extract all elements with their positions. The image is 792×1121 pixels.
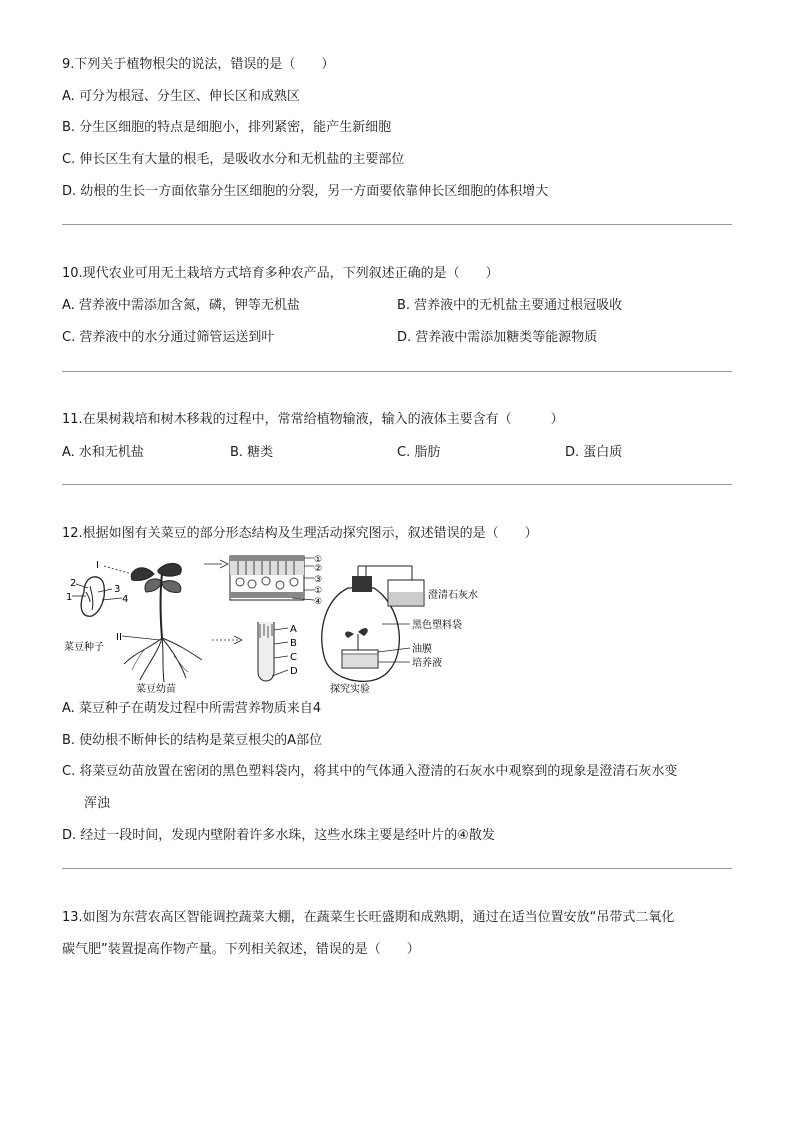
experiment-label: 培养液	[412, 658, 442, 669]
q13-stem-continued: 碳气肥”装置提高作物产量。下列相关叙述，错误的是（ ）	[62, 942, 420, 957]
divider	[62, 371, 732, 372]
q9-option-b: B. 分生区细胞的特点是细胞小，排列紧密，能产生新细胞	[62, 120, 392, 135]
divider	[62, 484, 732, 485]
seed-number: 2	[70, 578, 77, 589]
root-zone-label: D	[290, 666, 298, 677]
q11-stem: 11.在果树栽培和树木移栽的过程中，常常给植物输液，输入的液体主要含有（ ）	[62, 412, 564, 427]
q10-stem: 10.现代农业可用无土栽培方式培育多种农产品，下列叙述正确的是（ ）	[62, 266, 499, 281]
seed-number: 3	[114, 584, 121, 595]
q10-option-c: C. 营养液中的水分通过筛管运送到叶	[62, 330, 275, 345]
seed-number: 1	[66, 592, 73, 603]
experiment-label: 油膜	[412, 644, 432, 655]
seedling-mark: II	[116, 632, 122, 643]
q13-stem: 13.如图为东营农高区智能调控蔬菜大棚，在蔬菜生长旺盛期和成熟期，通过在适当位置安放“吊带式二氧化	[62, 910, 675, 925]
leaf-layer-number: ①	[314, 555, 323, 565]
divider	[62, 224, 732, 225]
q12-option-d: D. 经过一段时间，发现内壁附着许多水珠，这些水珠主要是经叶片的④散发	[62, 828, 495, 843]
q11-option-a: A. 水和无机盐	[62, 445, 144, 460]
experiment-caption: 探究实验	[330, 684, 370, 695]
root-zone-label: B	[290, 638, 297, 649]
root-tip-diagram	[212, 622, 298, 681]
q9-option-a: A. 可分为根冠、分生区、伸长区和成熟区	[62, 89, 300, 104]
seed-label: 菜豆种子	[64, 642, 104, 653]
q9-stem: 9.下列关于植物根尖的说法，错误的是（ ）	[62, 57, 335, 72]
q12-option-c-continued: 浑浊	[84, 796, 111, 811]
bean-seedling-diagram	[96, 560, 202, 695]
q12-figure	[62, 552, 478, 695]
leaf-layer-number: ④	[314, 597, 323, 607]
q10-option-a: A. 营养液中需添加含氮，磷，钾等无机盐	[62, 298, 300, 313]
leaf-layer-number: ③	[314, 575, 323, 585]
leaf-layer-number: ②	[314, 564, 323, 574]
divider	[62, 868, 732, 869]
q9-option-d: D. 幼根的生长一方面依靠分生区细胞的分裂，另一方面要依靠伸长区细胞的体积增大	[62, 184, 549, 199]
experiment-label: 澄清石灰水	[428, 590, 478, 601]
q12-option-c: C. 将菜豆幼苗放置在密闭的黑色塑料袋内，将其中的气体通入澄清的石灰水中观察到的现象是澄清石灰水变	[62, 764, 678, 779]
seed-number: 4	[122, 594, 129, 605]
q11-option-d: D. 蛋白质	[565, 445, 623, 460]
seedling-label: 菜豆幼苗	[136, 684, 176, 695]
experiment-diagram	[322, 566, 478, 695]
q12-stem: 12.根据如图有关菜豆的部分形态结构及生理活动探究图示，叙述错误的是（ ）	[62, 526, 538, 541]
q11-option-c: C. 脂肪	[397, 445, 441, 460]
root-zone-label: A	[290, 624, 297, 635]
q9-option-c: C. 伸长区生有大量的根毛，是吸收水分和无机盐的主要部位	[62, 152, 405, 167]
leaf-cross-section	[204, 555, 322, 607]
leaf-layer-number: ①	[314, 586, 323, 596]
experiment-label: 黑色塑料袋	[412, 620, 462, 631]
q11-option-b: B. 糖类	[230, 445, 274, 460]
seedling-mark: I	[96, 560, 99, 571]
root-zone-label: C	[290, 652, 297, 663]
q10-option-b: B. 营养液中的无机盐主要通过根冠吸收	[397, 298, 623, 313]
q12-option-b: B. 使幼根不断伸长的结构是菜豆根尖的A部位	[62, 733, 323, 748]
q10-option-d: D. 营养液中需添加糖类等能源物质	[397, 330, 598, 345]
q12-option-a: A. 菜豆种子在萌发过程中所需营养物质来自4	[62, 701, 322, 716]
